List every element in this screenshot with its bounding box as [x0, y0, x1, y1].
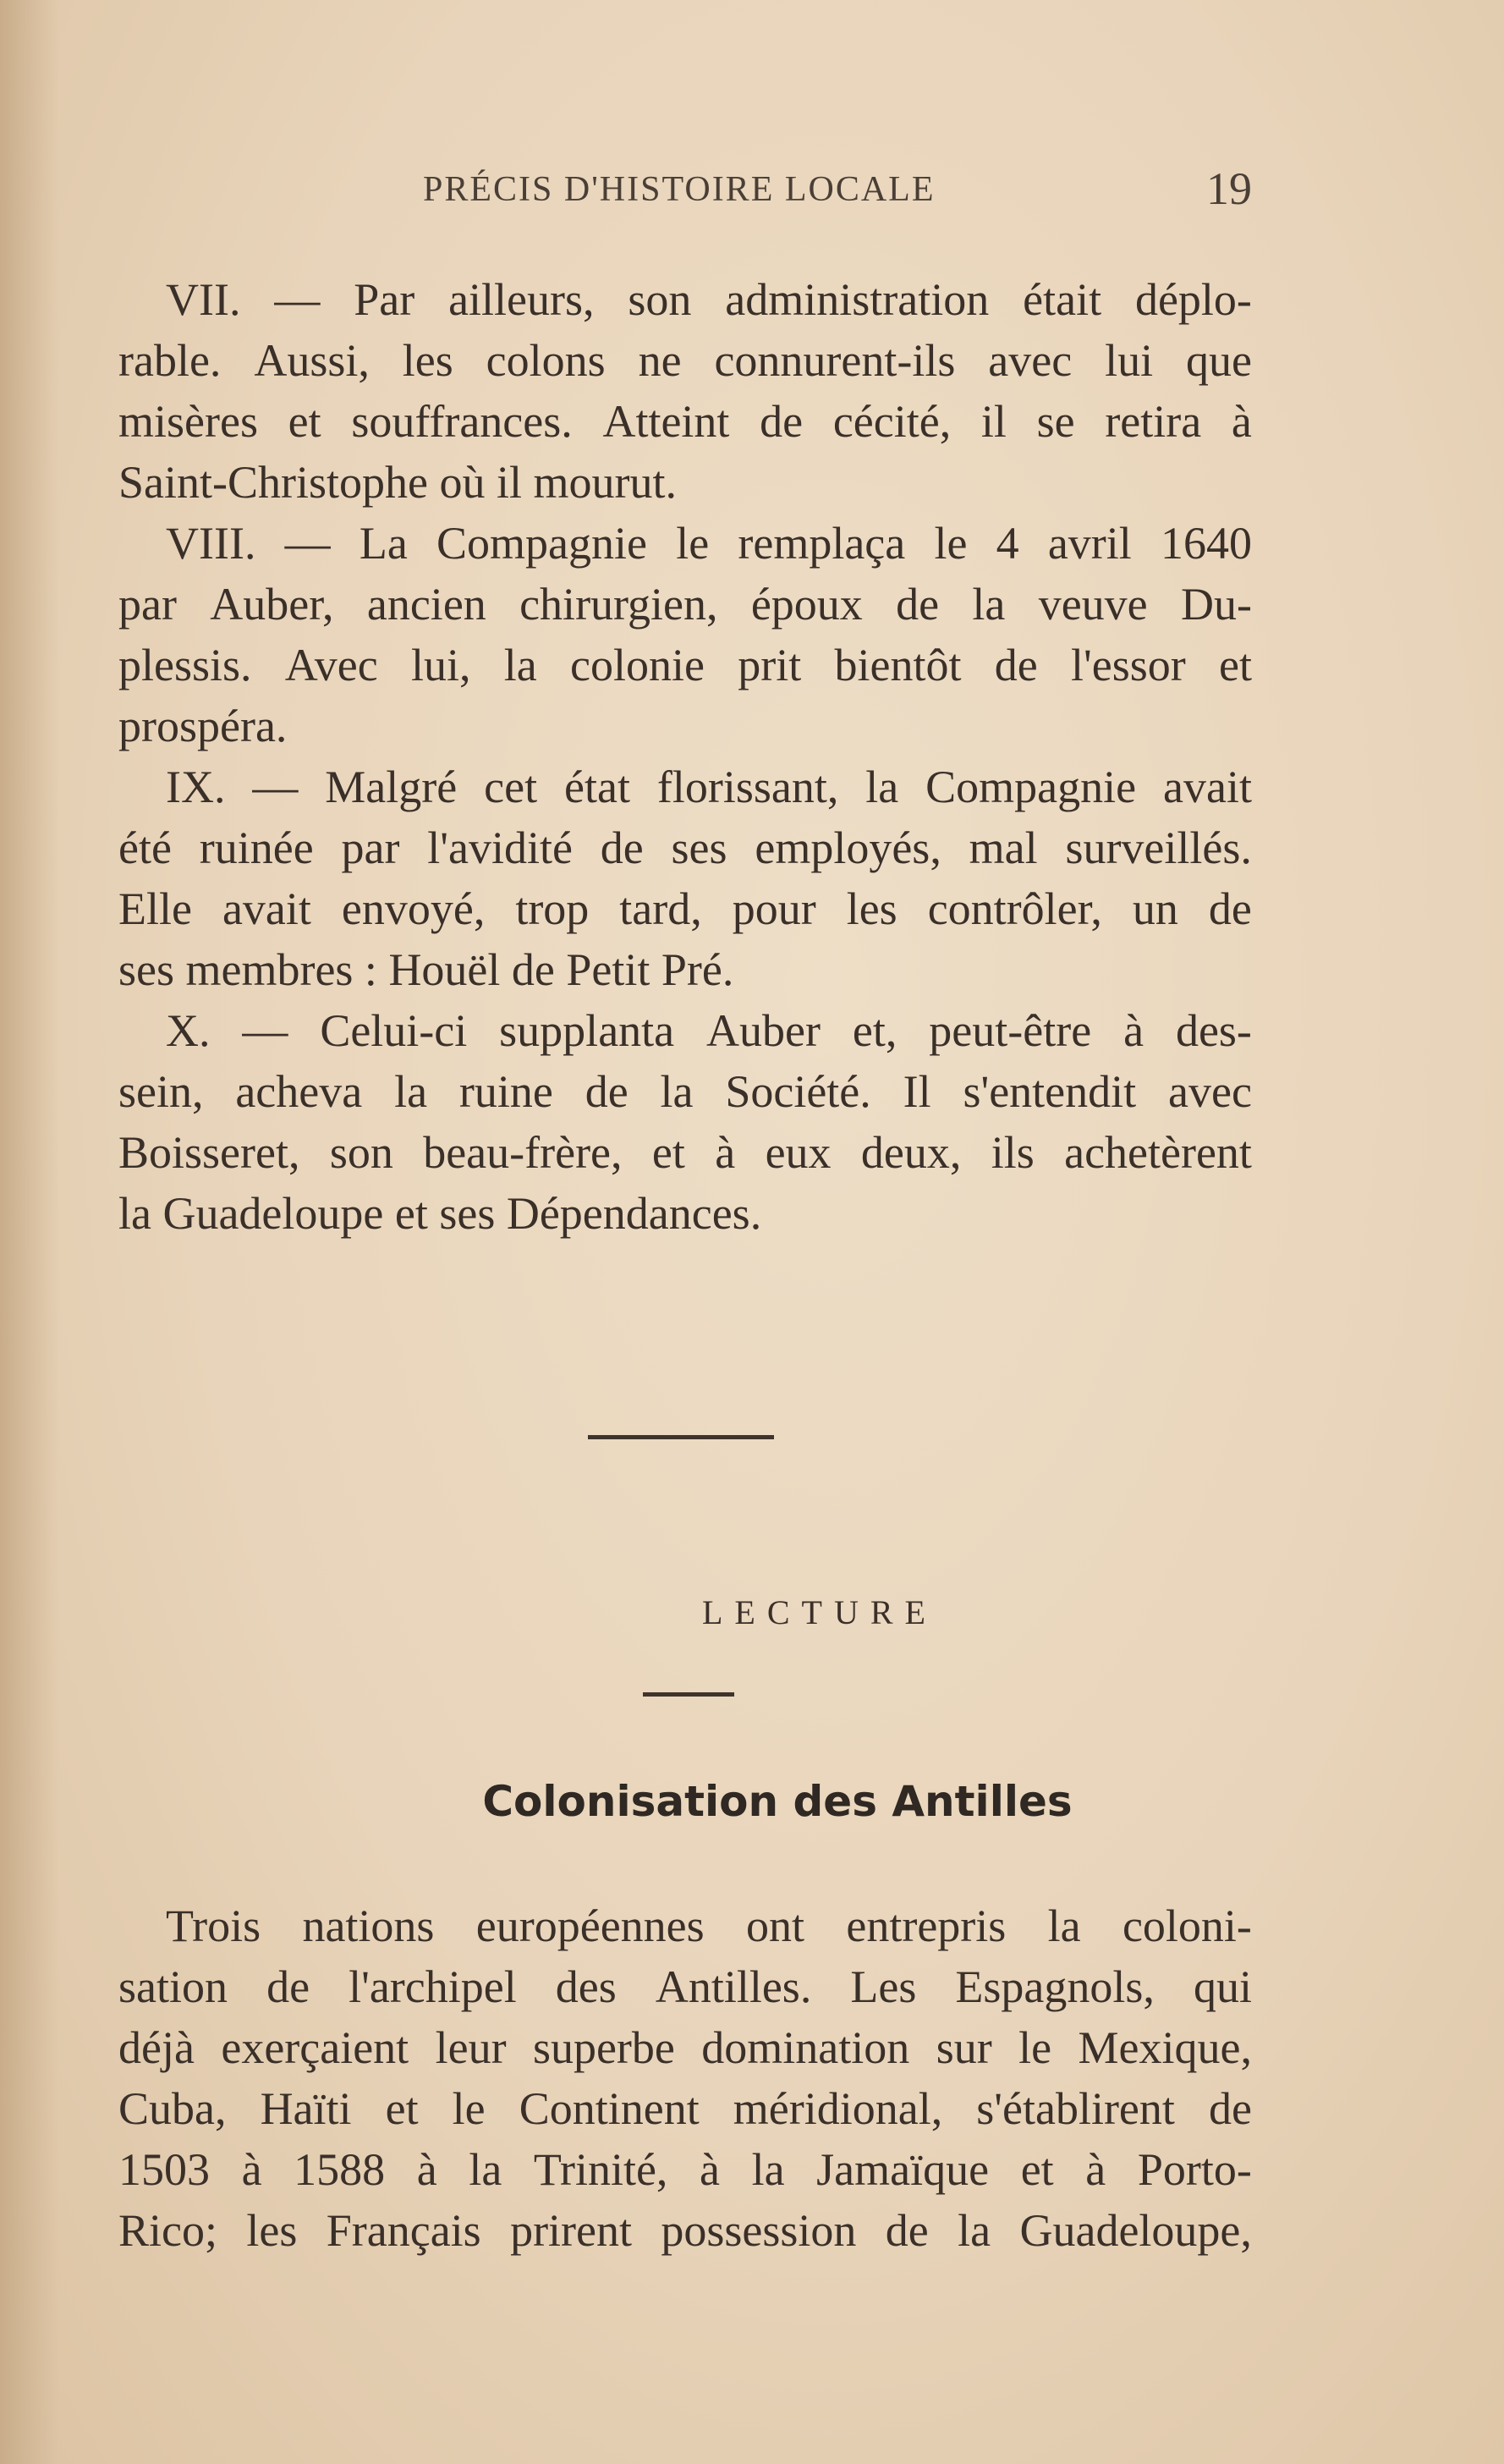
paragraph-vii — [118, 269, 1252, 513]
text-line: VII. — Par ailleurs, son administration était déplo- — [166, 274, 1252, 325]
text-line: Rico; les Français prirent possession de la Guadeloupe, — [118, 2205, 1252, 2256]
text-line: misères et souffrances. Atteint de cécité, il se retira à — [118, 396, 1252, 447]
page-number: 19 — [1206, 163, 1252, 214]
text-line: par Auber, ancien chirurgien, époux de la veuve Du- — [118, 579, 1252, 630]
paragraph-ix — [118, 756, 1252, 1000]
page-edge-shadow — [0, 0, 59, 2464]
text-line: déjà exerçaient leur superbe domination sur le Mexique, — [118, 2022, 1252, 2073]
text-line: prospéra. — [118, 701, 288, 751]
running-head — [118, 162, 1252, 222]
text-line: Boisseret, son beau-frère, et à eux deux, ils achetèrent — [118, 1127, 1252, 1178]
history-text — [118, 269, 1252, 1244]
ornament-rule — [643, 1692, 734, 1697]
paragraph-viii — [118, 513, 1252, 756]
lecture-label: LECTURE — [702, 1593, 937, 1631]
text-line: plessis. Avec lui, la colonie prit bientôt de l'essor et — [118, 640, 1252, 690]
text-line: Saint-Christophe où il mourut. — [118, 457, 677, 508]
text-line: Elle avait envoyé, trop tard, pour les contrôler, un de — [118, 883, 1252, 934]
text-line: 1503 à 1588 à la Trinité, à la Jamaïque et à Porto- — [118, 2144, 1252, 2195]
text-line: X. — Celui-ci supplanta Auber et, peut-être à des- — [166, 1005, 1252, 1056]
running-title: PRÉCIS D'HISTOIRE LOCALE — [423, 170, 936, 209]
reading-text — [118, 1895, 1252, 2261]
text-line: la Guadeloupe et ses Dépendances. — [118, 1188, 762, 1239]
text-line: rable. Aussi, les colons ne connurent-ils avec lui que — [118, 335, 1252, 386]
text-line: ses membres : Houël de Petit Pré. — [118, 944, 734, 995]
text-line: Cuba, Haïti et le Continent méridional, s'établirent de — [118, 2083, 1252, 2134]
text-line: été ruinée par l'avidité de ses employés, mal surveillés. — [118, 822, 1252, 873]
text-line: VIII. — La Compagnie le remplaça le 4 avril 1640 — [166, 518, 1252, 569]
reading-title: Colonisation des Antilles — [482, 1777, 1073, 1826]
text-line: IX. — Malgré cet état florissant, la Compagnie avait — [166, 762, 1252, 812]
text-line: sation de l'archipel des Antilles. Les Espagnols, qui — [118, 1961, 1252, 2012]
text-line: sein, acheva la ruine de la Société. Il s'entendit avec — [118, 1066, 1252, 1117]
text-line: Trois nations européennes ont entrepris la coloni- — [166, 1900, 1252, 1951]
paragraph-x — [118, 1000, 1252, 1244]
section-divider-rule — [588, 1435, 774, 1439]
